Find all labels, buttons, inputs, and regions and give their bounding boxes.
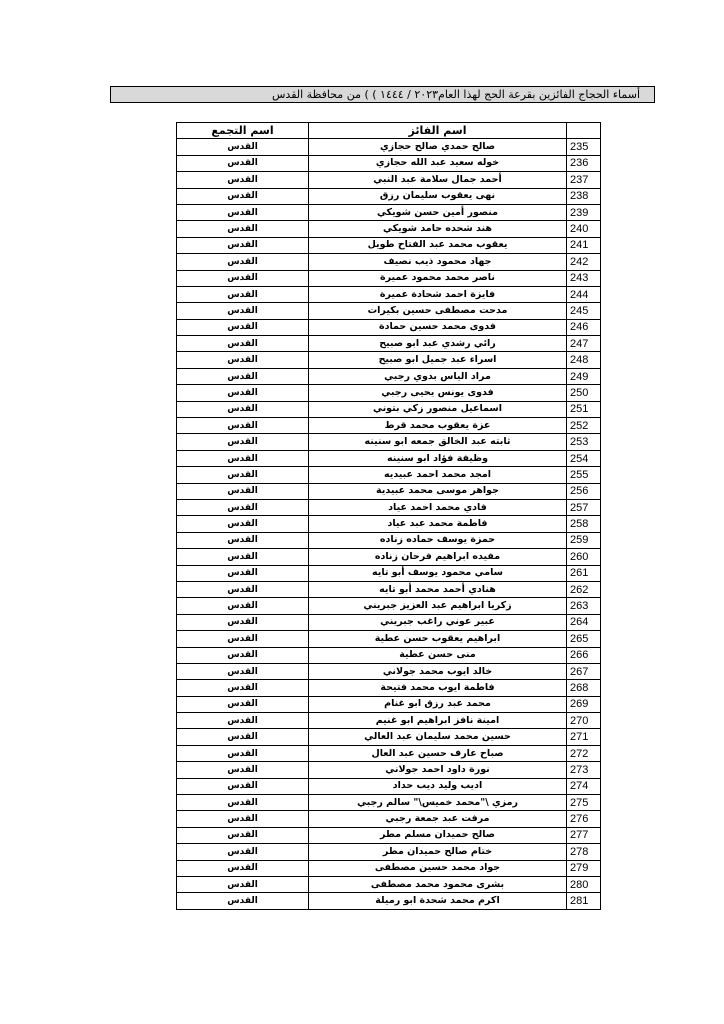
table-row [177, 860, 601, 876]
name-cell: اسماعيل منصور زكي بتوني [309, 401, 567, 417]
name-cell: صالح حمدي صالح حجازي [309, 139, 567, 155]
name-cell: اكرم محمد شحدة ابو رميلة [309, 893, 567, 909]
num-cell: 239 [567, 204, 601, 220]
num-cell: 247 [567, 336, 601, 352]
winners-table [176, 122, 601, 910]
table-row [177, 172, 601, 188]
group-cell: القدس [177, 499, 309, 515]
name-cell: فاطمة محمد عبد عياد [309, 516, 567, 532]
name-cell: صباح عارف حسين عبد العال [309, 745, 567, 761]
num-cell: 267 [567, 663, 601, 679]
num-cell: 281 [567, 893, 601, 909]
name-cell: فايزة احمد شحادة عميرة [309, 286, 567, 302]
table-row [177, 483, 601, 499]
table-row [177, 286, 601, 302]
table-row [177, 368, 601, 384]
table-row [177, 401, 601, 417]
group-cell: القدس [177, 647, 309, 663]
group-cell: القدس [177, 581, 309, 597]
num-cell: 263 [567, 598, 601, 614]
table-row [177, 499, 601, 515]
group-cell: القدس [177, 254, 309, 270]
name-cell: وظيفة فؤاد ابو سنينه [309, 450, 567, 466]
name-cell: يعقوب محمد عبد الفتاح طويل [309, 237, 567, 253]
num-cell: 241 [567, 237, 601, 253]
table-row [177, 336, 601, 352]
num-cell: 243 [567, 270, 601, 286]
table-row [177, 352, 601, 368]
group-cell: القدس [177, 270, 309, 286]
table-row [177, 631, 601, 647]
num-cell: 264 [567, 614, 601, 630]
name-cell: ناصر محمد محمود عميرة [309, 270, 567, 286]
table-row [177, 581, 601, 597]
name-cell: حسين محمد سليمان عبد العالي [309, 729, 567, 745]
group-cell: القدس [177, 319, 309, 335]
table-header-row [177, 123, 601, 139]
group-cell: القدس [177, 368, 309, 384]
table-row [177, 303, 601, 319]
group-cell: القدس [177, 663, 309, 679]
num-cell: 246 [567, 319, 601, 335]
table-row [177, 811, 601, 827]
table-row [177, 565, 601, 581]
name-cell: اسراء عبد جميل ابو صبيح [309, 352, 567, 368]
table-row [177, 598, 601, 614]
num-cell: 277 [567, 827, 601, 843]
group-cell: القدس [177, 172, 309, 188]
table-row [177, 270, 601, 286]
name-cell: محمد عبد رزق ابو غنام [309, 696, 567, 712]
table-row [177, 188, 601, 204]
num-cell: 259 [567, 532, 601, 548]
name-cell: جواهر موسى محمد عبيدية [309, 483, 567, 499]
table-row [177, 729, 601, 745]
num-cell: 279 [567, 860, 601, 876]
table-row [177, 434, 601, 450]
name-cell: امجد محمد احمد عبيديه [309, 467, 567, 483]
name-cell: هنادي أحمد محمد أبو تايه [309, 581, 567, 597]
table-row [177, 139, 601, 155]
group-cell: القدس [177, 221, 309, 237]
name-cell: ابراهيم يعقوب حسن عطية [309, 631, 567, 647]
group-cell: القدس [177, 844, 309, 860]
table-row [177, 663, 601, 679]
header-name: اسم الفائز [309, 123, 567, 139]
name-cell: نهى يعقوب سليمان رزق [309, 188, 567, 204]
group-cell: القدس [177, 778, 309, 794]
group-cell: القدس [177, 286, 309, 302]
num-cell: 256 [567, 483, 601, 499]
table-row [177, 680, 601, 696]
table-row [177, 319, 601, 335]
group-cell: القدس [177, 631, 309, 647]
group-cell: القدس [177, 516, 309, 532]
name-cell: فدوى يونس يحيى رجبي [309, 385, 567, 401]
group-cell: القدس [177, 680, 309, 696]
name-cell: جهاد محمود ذيب نصيف [309, 254, 567, 270]
table-row [177, 385, 601, 401]
num-cell: 258 [567, 516, 601, 532]
table-row [177, 647, 601, 663]
num-cell: 250 [567, 385, 601, 401]
group-cell: القدس [177, 827, 309, 843]
group-cell: القدس [177, 418, 309, 434]
group-cell: القدس [177, 893, 309, 909]
name-cell: نورة داود احمد جولاني [309, 762, 567, 778]
group-cell: القدس [177, 860, 309, 876]
table-row [177, 844, 601, 860]
num-cell: 269 [567, 696, 601, 712]
group-cell: القدس [177, 745, 309, 761]
group-cell: القدس [177, 729, 309, 745]
table-row [177, 795, 601, 811]
group-cell: القدس [177, 467, 309, 483]
name-cell: اديب وليد ديب حداد [309, 778, 567, 794]
group-cell: القدس [177, 204, 309, 220]
group-cell: القدس [177, 336, 309, 352]
num-cell: 242 [567, 254, 601, 270]
group-cell: القدس [177, 139, 309, 155]
name-cell: عبير عوني راغب جبريني [309, 614, 567, 630]
group-cell: القدس [177, 385, 309, 401]
group-cell: القدس [177, 811, 309, 827]
num-cell: 268 [567, 680, 601, 696]
num-cell: 260 [567, 549, 601, 565]
table-row [177, 778, 601, 794]
group-cell: القدس [177, 549, 309, 565]
num-cell: 244 [567, 286, 601, 302]
name-cell: امينة نافز ابراهيم ابو غنيم [309, 713, 567, 729]
table-row [177, 516, 601, 532]
num-cell: 253 [567, 434, 601, 450]
table-row [177, 254, 601, 270]
name-cell: صالح حميدان مسلم مطر [309, 827, 567, 843]
group-cell: القدس [177, 762, 309, 778]
num-cell: 274 [567, 778, 601, 794]
table-row [177, 450, 601, 466]
num-cell: 245 [567, 303, 601, 319]
group-cell: القدس [177, 876, 309, 892]
group-cell: القدس [177, 401, 309, 417]
table-row [177, 418, 601, 434]
table-row [177, 696, 601, 712]
group-cell: القدس [177, 614, 309, 630]
group-cell: القدس [177, 598, 309, 614]
name-cell: خالد ايوب محمد جولاني [309, 663, 567, 679]
num-cell: 255 [567, 467, 601, 483]
num-cell: 275 [567, 795, 601, 811]
num-cell: 261 [567, 565, 601, 581]
table-row [177, 745, 601, 761]
num-cell: 265 [567, 631, 601, 647]
name-cell: منى حسن عطية [309, 647, 567, 663]
name-cell: هند شحده حامد شويكي [309, 221, 567, 237]
num-cell: 252 [567, 418, 601, 434]
name-cell: أحمد جمال سلامة عبد النبي [309, 172, 567, 188]
name-cell: جواد محمد حسين مصطفى [309, 860, 567, 876]
name-cell: ختام صالح حميدان مطر [309, 844, 567, 860]
num-cell: 278 [567, 844, 601, 860]
table-row [177, 221, 601, 237]
name-cell: ثابته عبد الخالق جمعه ابو سنينه [309, 434, 567, 450]
group-cell: القدس [177, 450, 309, 466]
num-cell: 251 [567, 401, 601, 417]
num-cell: 272 [567, 745, 601, 761]
table-row [177, 893, 601, 909]
name-cell: عزة يعقوب محمد قرط [309, 418, 567, 434]
table-row [177, 532, 601, 548]
name-cell: فادي محمد احمد عياد [309, 499, 567, 515]
num-cell: 238 [567, 188, 601, 204]
name-cell: فاطمة ايوب محمد فتيحة [309, 680, 567, 696]
name-cell: سامي محمود يوسف أبو تايه [309, 565, 567, 581]
name-cell: رمزي \"محمد خميس\" سالم رجبي [309, 795, 567, 811]
group-cell: القدس [177, 188, 309, 204]
table-row [177, 237, 601, 253]
table-row [177, 204, 601, 220]
group-cell: القدس [177, 532, 309, 548]
group-cell: القدس [177, 303, 309, 319]
num-cell: 270 [567, 713, 601, 729]
document-title: أسماء الحجاج الفائزين بقرعة الحج لهذا العام٢٠٢٣ / ١٤٤٤ ) ) من محافظة القدس [110, 86, 655, 103]
num-cell: 237 [567, 172, 601, 188]
num-cell: 257 [567, 499, 601, 515]
table-row [177, 155, 601, 171]
name-cell: زكريا ابراهيم عبد العزيز جبريني [309, 598, 567, 614]
name-cell: منصور أمين حسن شويكي [309, 204, 567, 220]
name-cell: خوله سعيد عبد الله حجازي [309, 155, 567, 171]
num-cell: 276 [567, 811, 601, 827]
name-cell: مدحت مصطفى حسين بكيرات [309, 303, 567, 319]
table-row [177, 827, 601, 843]
num-cell: 266 [567, 647, 601, 663]
name-cell: بشرى محمود محمد مصطفى [309, 876, 567, 892]
num-cell: 235 [567, 139, 601, 155]
header-number [567, 123, 601, 139]
table-row [177, 713, 601, 729]
name-cell: رائي رشدي عبد ابو صبيح [309, 336, 567, 352]
num-cell: 248 [567, 352, 601, 368]
table-row [177, 467, 601, 483]
name-cell: حمزة يوسف حماده زناده [309, 532, 567, 548]
num-cell: 273 [567, 762, 601, 778]
num-cell: 262 [567, 581, 601, 597]
num-cell: 254 [567, 450, 601, 466]
name-cell: مفيده ابراهيم فرحان زناده [309, 549, 567, 565]
group-cell: القدس [177, 155, 309, 171]
num-cell: 280 [567, 876, 601, 892]
table-row [177, 762, 601, 778]
table-row [177, 614, 601, 630]
group-cell: القدس [177, 352, 309, 368]
group-cell: القدس [177, 795, 309, 811]
group-cell: القدس [177, 565, 309, 581]
num-cell: 240 [567, 221, 601, 237]
header-group: اسم التجمع [177, 123, 309, 139]
name-cell: مراد الياس بدوي رجبي [309, 368, 567, 384]
name-cell: مرفت عبد جمعة رجبي [309, 811, 567, 827]
num-cell: 249 [567, 368, 601, 384]
group-cell: القدس [177, 696, 309, 712]
name-cell: فدوى محمد حسين حمادة [309, 319, 567, 335]
table-row [177, 876, 601, 892]
group-cell: القدس [177, 434, 309, 450]
table-row [177, 549, 601, 565]
group-cell: القدس [177, 713, 309, 729]
group-cell: القدس [177, 237, 309, 253]
num-cell: 271 [567, 729, 601, 745]
num-cell: 236 [567, 155, 601, 171]
group-cell: القدس [177, 483, 309, 499]
